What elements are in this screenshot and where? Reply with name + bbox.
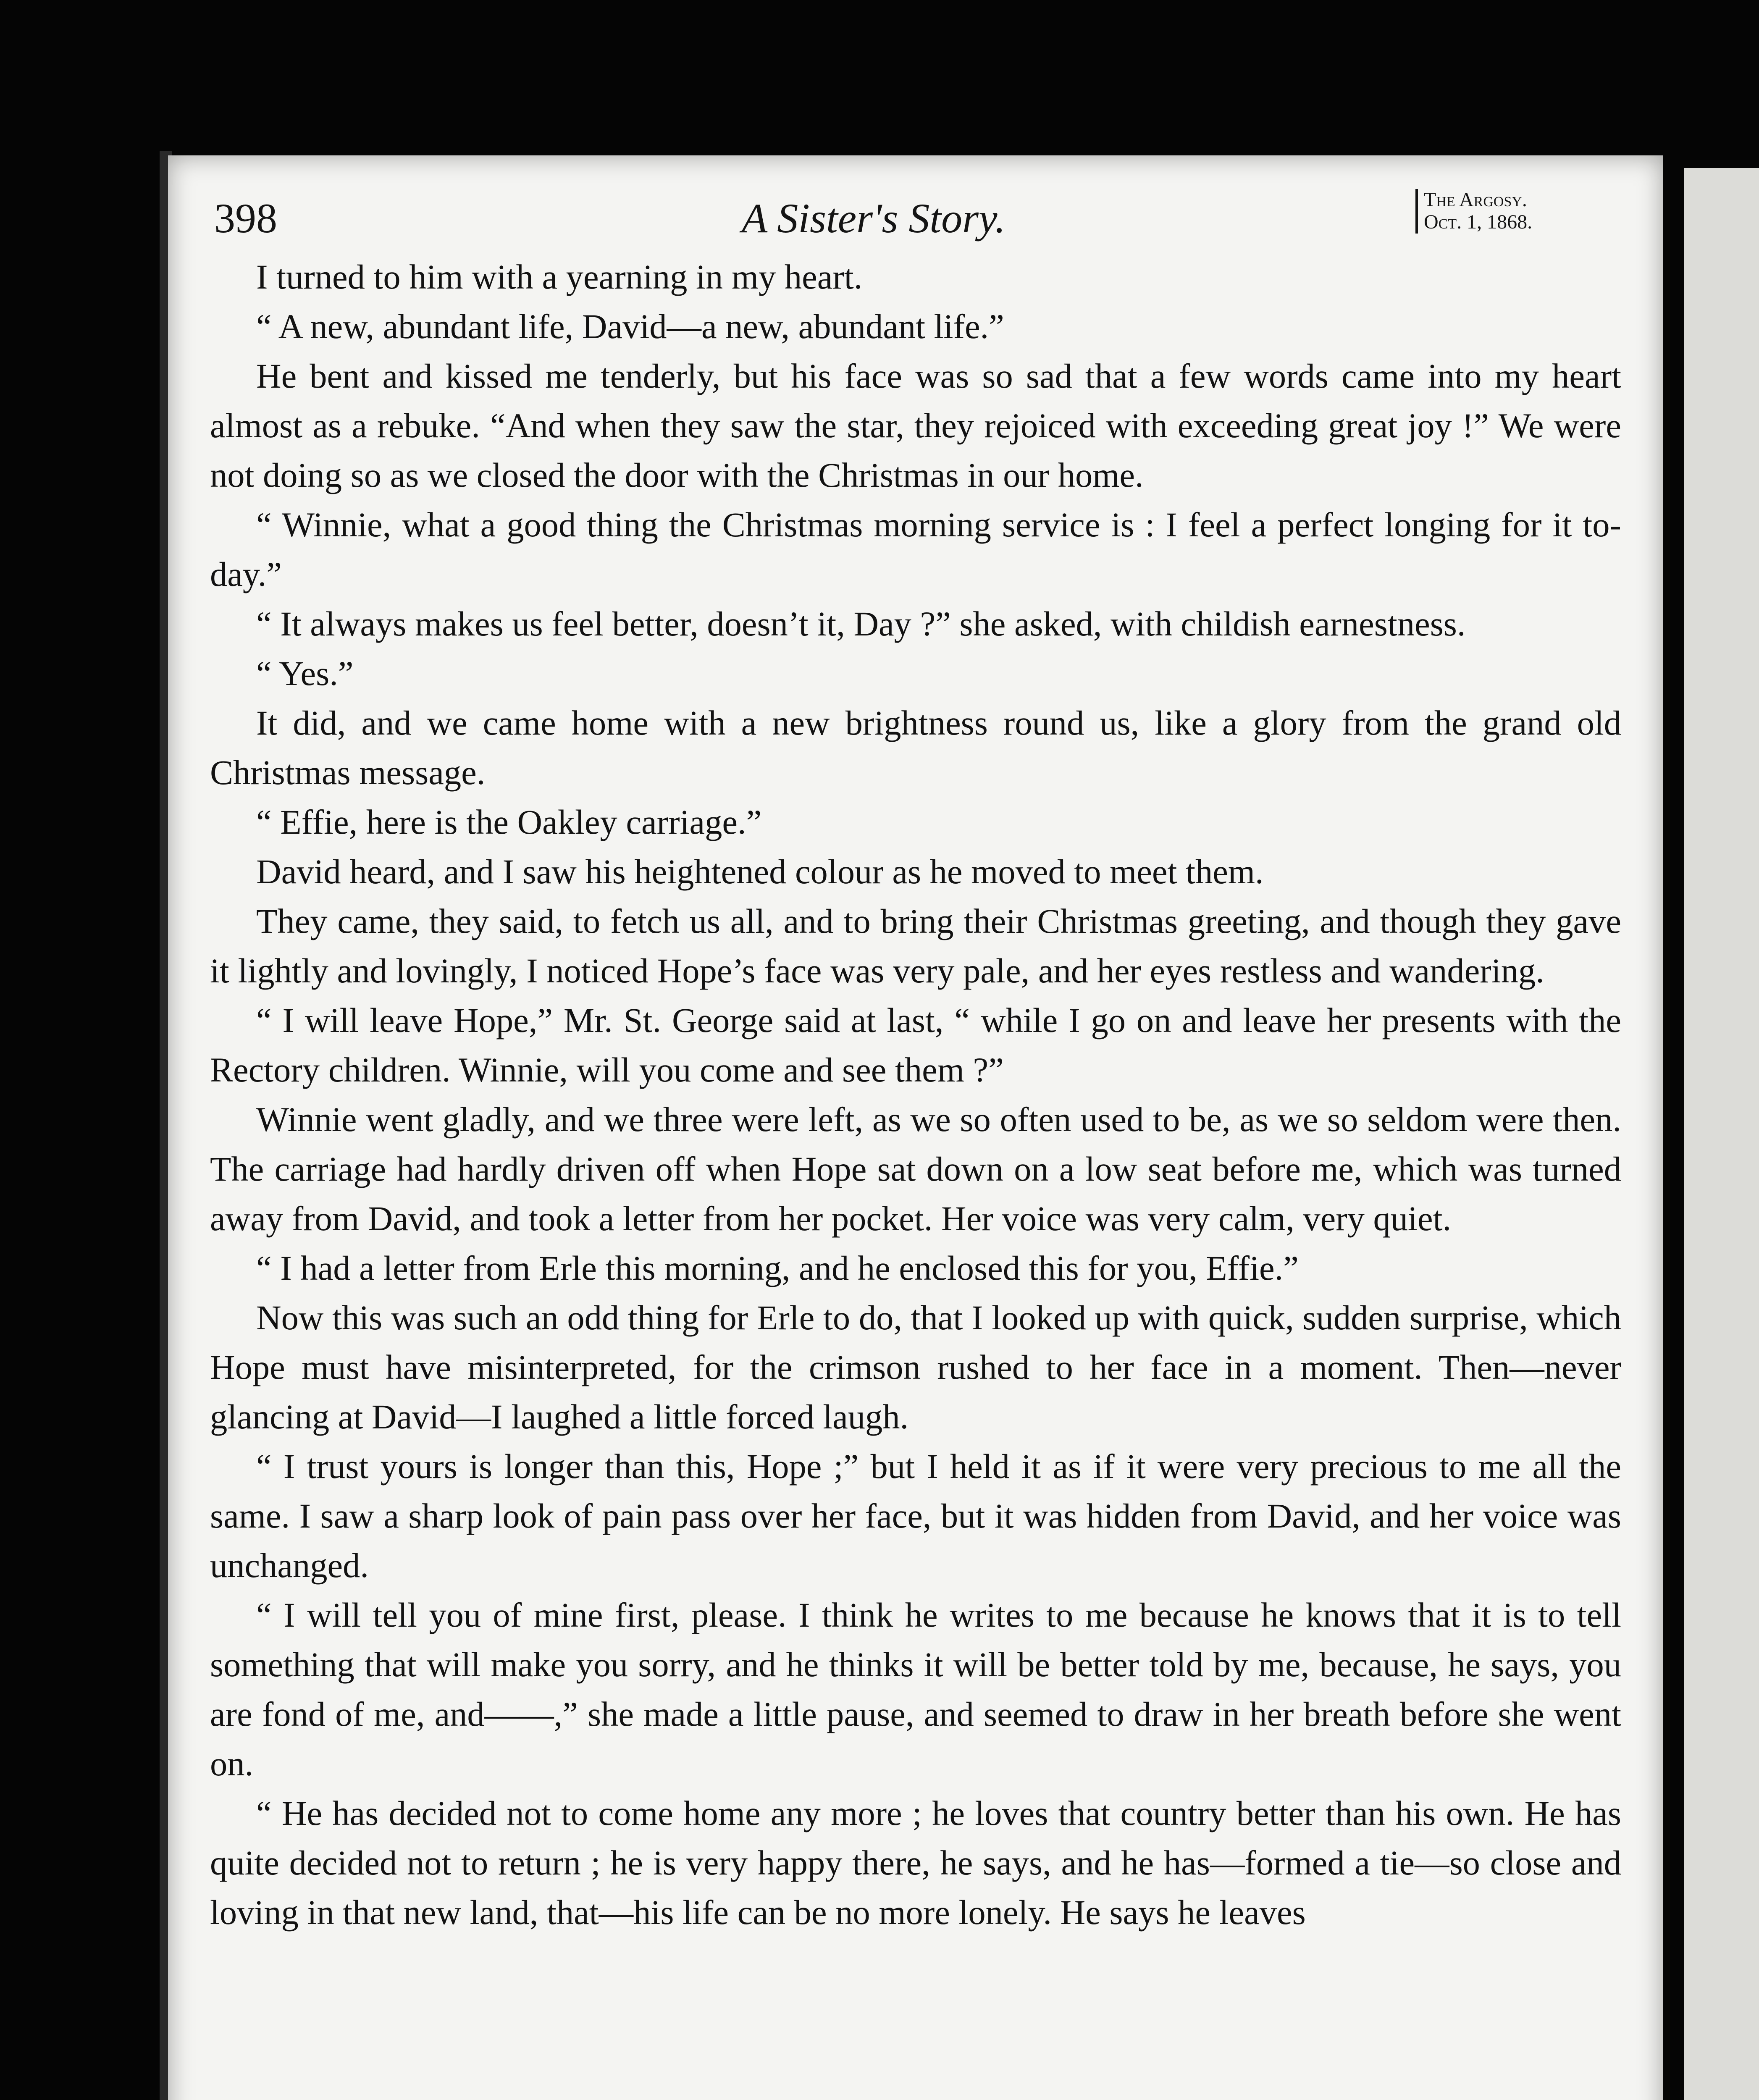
source-line-1: The Argosy. xyxy=(1424,189,1527,211)
paragraph: “ Winnie, what a good thing the Christmas morning service is : I feel a perfect longing for it to-day.” xyxy=(210,505,1621,593)
paragraph: I turned to him with a yearning in my heart. xyxy=(256,257,863,296)
source-line-2: Oct. 1, 1868. xyxy=(1424,210,1533,233)
paragraph: “ He has decided not to come home any more ; he loves that country better than his own. He has quite decided not to return ; he is very happy there, he says, and he has—formed a tie—so close and loving in that new land, that—his life can be no more lonely. He says he leaves xyxy=(210,1794,1621,1932)
running-title: A Sister's Story. xyxy=(742,195,1006,242)
paragraph: “ I had a letter from Erle this morning, and he enclosed this for you, Effie.” xyxy=(256,1249,1299,1287)
running-head xyxy=(214,189,1533,252)
facing-page-edge xyxy=(1684,168,1759,2100)
paragraph: “ A new, abundant life, David—a new, abundant life.” xyxy=(256,307,1004,346)
paragraph: “ I will tell you of mine first, please. I think he writes to me because he knows that it is to tell something that will make you sorry, and he thinks it will be better told by me, because, he says, you are fond of me, and——,” she made a little pause, and seemed to draw in her breath before she went on. xyxy=(210,1596,1621,1783)
paragraph: “ It always makes us feel better, doesn’t it, Day ?” she asked, with childish earnestness. xyxy=(256,604,1466,643)
paragraph: They came, they said, to fetch us all, and to bring their Christmas greeting, and though they gave it lightly and lovingly, I noticed Hope’s face was very pale, and her eyes restless and wandering. xyxy=(210,902,1621,990)
paragraph: “ I trust yours is longer than this, Hope ;” but I held it as if it were very precious to me all the same. I saw a sharp look of pain pass over her face, but it was hidden from David, and her voice was unchanged. xyxy=(210,1447,1621,1585)
paragraph: It did, and we came home with a new brightness round us, like a glory from the grand old Christmas message. xyxy=(210,704,1621,792)
paragraph: Now this was such an odd thing for Erle to do, that I looked up with quick, sudden surprise, which Hope must have misinterpreted, for the crimson rushed to her face in a moment. Then—never glancing at David—I laughed a little forced laugh. xyxy=(210,1298,1621,1436)
paragraph: “ Yes.” xyxy=(256,654,354,693)
paragraph: “ Effie, here is the Oakley carriage.” xyxy=(256,803,762,841)
source-note xyxy=(1415,189,1625,234)
page-number: 398 xyxy=(214,195,277,242)
paragraph: Winnie went gladly, and we three were left, as we so often used to be, as we so seldom were then. The carriage had hardly driven off when Hope sat down on a low seat before me, which was turned away from David, and took a letter from her pocket. Her voice was very calm, very quiet. xyxy=(210,1100,1621,1238)
paragraph: David heard, and I saw his heightened colour as he moved to meet them. xyxy=(256,852,1264,891)
paragraph: He bent and kissed me tenderly, but his face was so sad that a few words came into my heart almost as a rebuke. “And when they saw the star, they rejoiced with exceeding great joy !” We were not doing so as we closed the door with the Christmas in our home. xyxy=(210,357,1621,494)
body-text xyxy=(210,252,1621,2100)
paragraph: “ I will leave Hope,” Mr. St. George said at last, “ while I go on and leave her presents with the Rectory children. Winnie, will you come and see them ?” xyxy=(210,1001,1621,1089)
